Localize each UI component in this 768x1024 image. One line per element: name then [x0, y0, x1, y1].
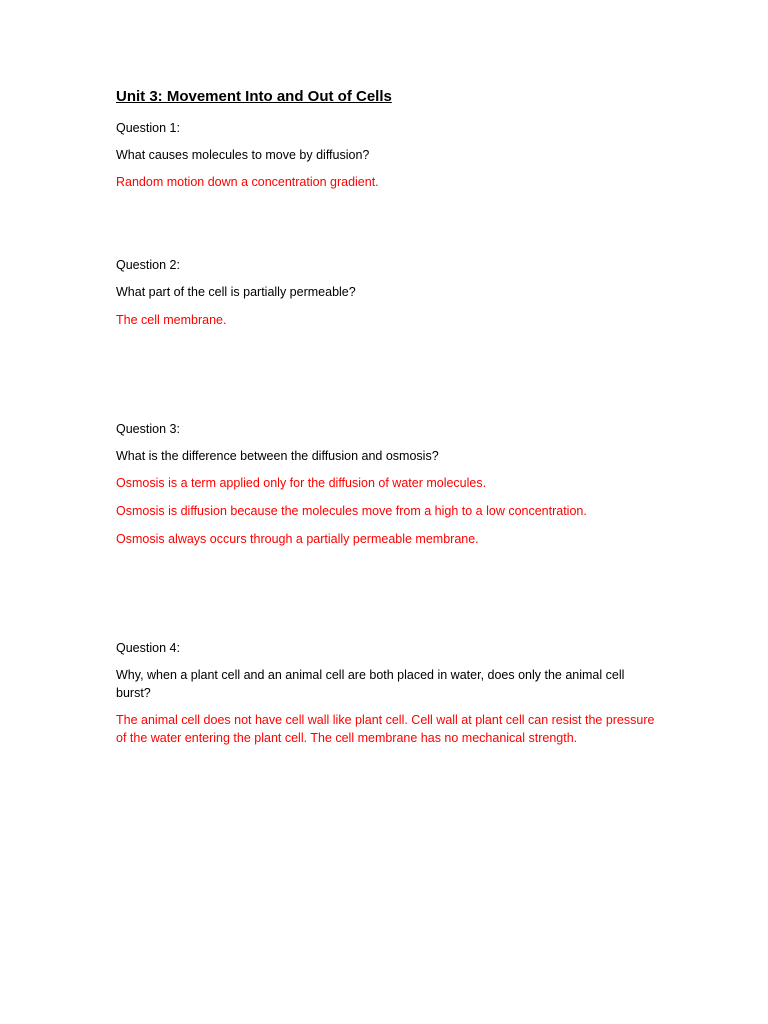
question-3-answer-3: Osmosis always occurs through a partially permeable membrane. [116, 532, 479, 546]
question-4-text: Why, when a plant cell and an animal cell are both placed in water, does only the animal cell burst? [116, 668, 625, 700]
document-title: Unit 3: Movement Into and Out of Cells [116, 88, 392, 105]
question-4-label: Question 4: [116, 641, 180, 655]
question-3-text: What is the difference between the diffusion and osmosis? [116, 449, 439, 463]
question-2-text: What part of the cell is partially permeable? [116, 285, 356, 299]
question-1-label: Question 1: [116, 121, 180, 135]
question-3-answer-1: Osmosis is a term applied only for the diffusion of water molecules. [116, 476, 487, 490]
question-1-text: What causes molecules to move by diffusion? [116, 148, 370, 162]
question-1-answer: Random motion down a concentration gradient. [116, 175, 379, 189]
question-2-answer: The cell membrane. [116, 313, 227, 327]
question-4-answer: The animal cell does not have cell wall like plant cell. Cell wall at plant cell can resist the pressure of the water entering the plant cell. The cell membrane has no mechanical strength. [116, 713, 655, 745]
question-3-answer-2: Osmosis is diffusion because the molecules move from a high to a low concentration. [116, 504, 587, 518]
question-2-label: Question 2: [116, 258, 180, 272]
question-3-label: Question 3: [116, 422, 180, 436]
